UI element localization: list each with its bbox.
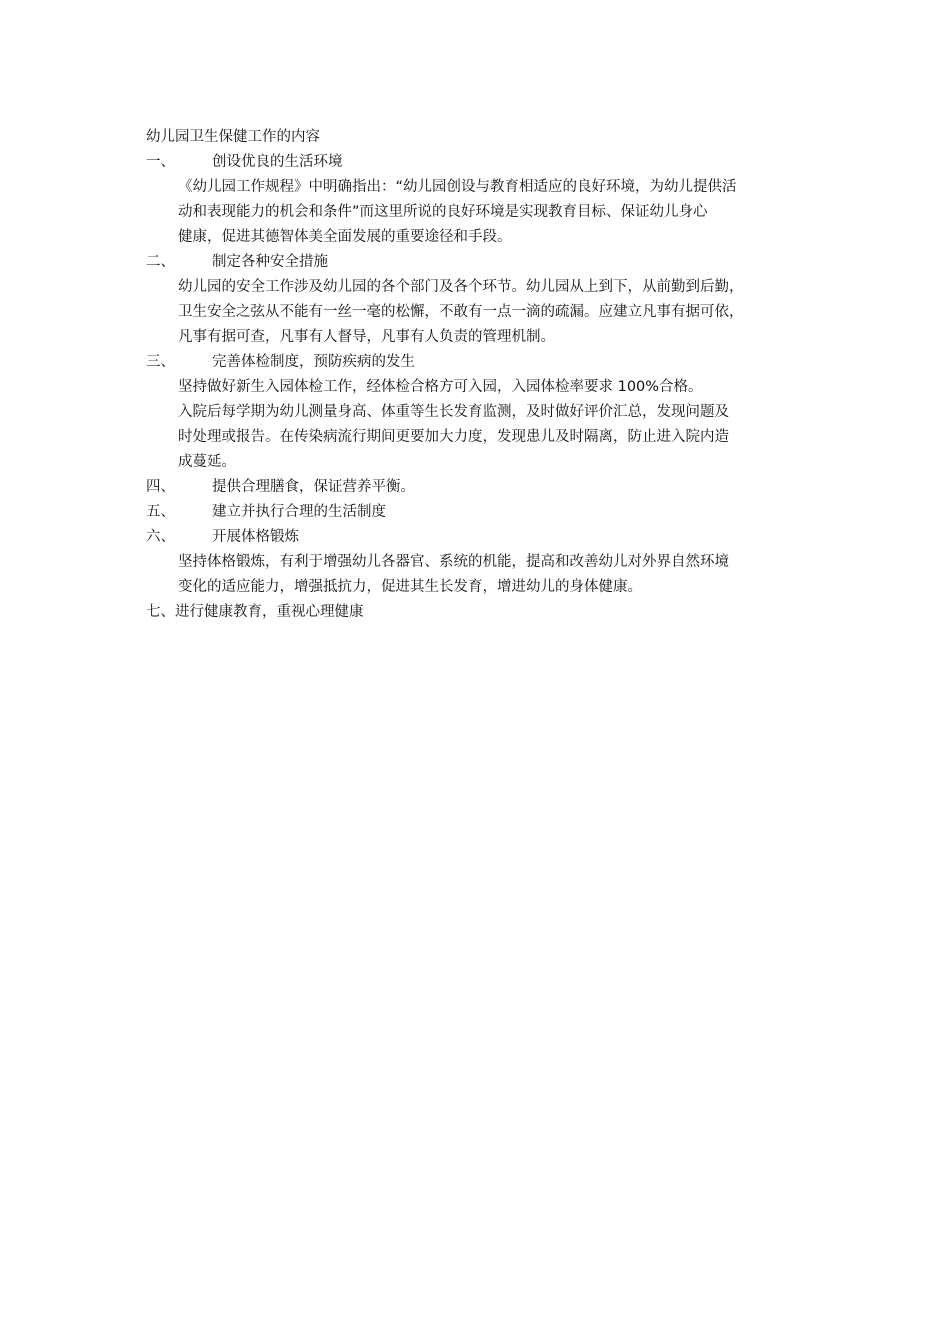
section-heading [146,475,826,500]
section-paragraph [146,175,826,250]
paragraph-line: 健康，促进其德智体美全面发展的重要途径和手段。 [178,229,512,245]
section-number: 一、 [146,154,175,170]
paragraph-line: 变化的适应能力，增强抵抗力，促进其生长发育，增进幼儿的身体健康。 [178,579,642,595]
document-body [146,125,826,625]
section-paragraph [146,400,826,475]
section-number: 三、 [146,354,175,370]
section-heading [146,500,826,525]
section-heading-text: 建立并执行合理的生活制度 [212,504,386,520]
section-list [146,150,826,600]
paragraph-line: 《幼儿园工作规程》中明确指出：“幼儿园创设与教育相适应的良好环境，为幼儿提供活 [178,179,737,195]
closing-heading: 七、进行健康教育，重视心理健康 [146,604,364,620]
paragraph-line: 凡事有据可查，凡事有人督导，凡事有人负责的管理机制。 [178,329,555,345]
section-number: 二、 [146,254,175,270]
section-number: 四、 [146,479,175,495]
section-heading-text: 提供合理膳食，保证营养平衡。 [212,479,415,495]
paragraph-line: 坚持做好新生入园体检工作，经体检合格方可入园，入园体检率要求 100%合格。 [178,379,703,395]
section-heading-text: 制定各种安全措施 [212,254,328,270]
paragraph-line: 入院后每学期为幼儿测量身高、体重等生长发育监测，及时做好评价汇总，发现问题及 [178,404,729,420]
paragraph-line: 坚持体格锻炼，有利于增强幼儿各器官、系统的机能，提高和改善幼儿对外界自然环境 [178,554,729,570]
section-heading-text: 创设优良的生活环境 [212,154,343,170]
section-number: 五、 [146,504,175,520]
paragraph-line: 时处理或报告。在传染病流行期间更要加大力度，发现患儿及时隔离，防止进入院内造 [178,429,729,445]
document-title: 幼儿园卫生保健工作的内容 [146,129,320,145]
paragraph-line: 卫生安全之弦从不能有一丝一毫的松懈，不敢有一点一滴的疏漏。应建立凡事有据可依， [178,304,744,320]
section-number: 六、 [146,529,175,545]
section-paragraph [146,550,826,600]
section-heading-text: 开展体格锻炼 [212,529,299,545]
section-heading-text: 完善体检制度，预防疾病的发生 [212,354,415,370]
section-paragraph [146,275,826,350]
section-heading [146,150,826,175]
section-paragraph [146,375,826,400]
paragraph-line: 幼儿园的安全工作涉及幼儿园的各个部门及各个环节。幼儿园从上到下，从前勤到后勤， [178,279,744,295]
paragraph-line: 动和表现能力的机会和条件”而这里所说的良好环境是实现教育目标、保证幼儿身心 [178,204,708,220]
section-heading [146,525,826,550]
section-heading [146,350,826,375]
section-heading [146,250,826,275]
paragraph-line: 成蔓延。 [178,454,236,470]
